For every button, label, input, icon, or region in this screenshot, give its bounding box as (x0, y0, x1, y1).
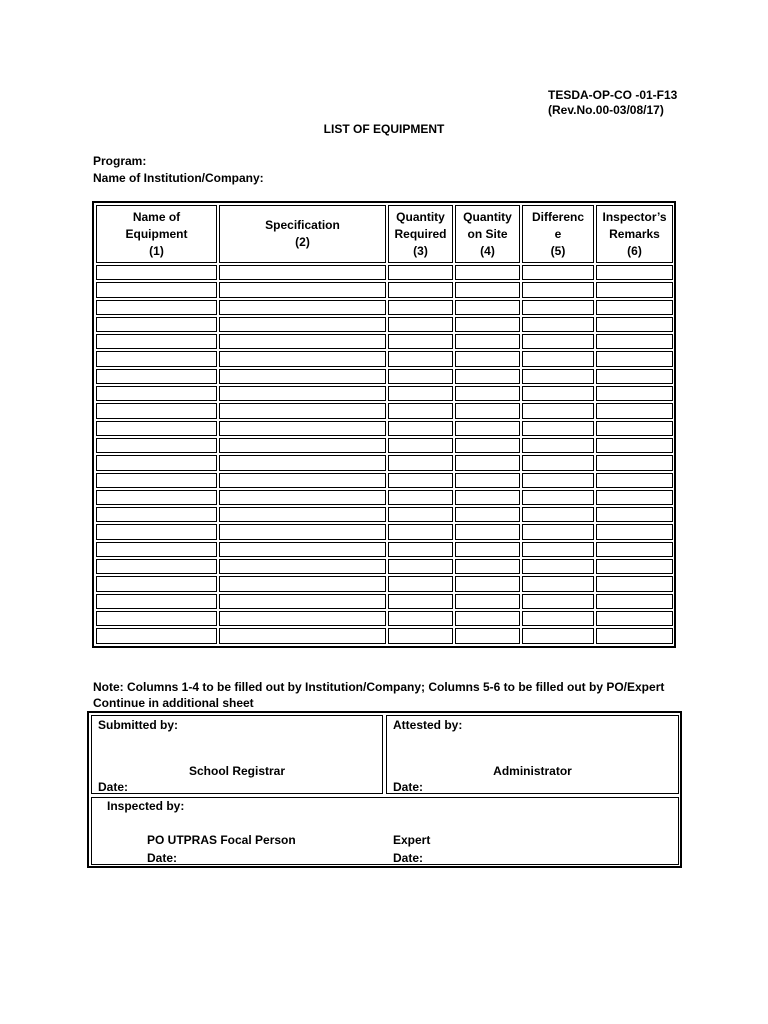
cell-name-of-equipment[interactable] (96, 576, 217, 591)
cell-inspectors-remarks[interactable] (596, 334, 673, 349)
cell-inspectors-remarks[interactable] (596, 369, 673, 384)
cell-specification[interactable] (219, 403, 386, 418)
cell-quantity-required[interactable] (388, 300, 453, 315)
cell-difference[interactable] (522, 386, 594, 401)
cell-name-of-equipment[interactable] (96, 403, 217, 418)
cell-quantity-on-site[interactable] (455, 369, 520, 384)
cell-specification[interactable] (219, 438, 386, 453)
cell-quantity-required[interactable] (388, 351, 453, 366)
cell-specification[interactable] (219, 576, 386, 591)
cell-difference[interactable] (522, 317, 594, 332)
expert-label: Expert (393, 833, 431, 847)
cell-inspectors-remarks[interactable] (596, 386, 673, 401)
table-row (96, 369, 673, 384)
cell-difference[interactable] (522, 473, 594, 488)
cell-quantity-required[interactable] (388, 542, 453, 557)
table-row (96, 351, 673, 366)
table-body (96, 265, 673, 644)
table-header-row (96, 205, 673, 263)
table-row (96, 455, 673, 470)
cell-name-of-equipment[interactable] (96, 611, 217, 626)
attested-date-label: Date: (393, 780, 424, 794)
cell-inspectors-remarks[interactable] (596, 542, 673, 557)
cell-inspectors-remarks[interactable] (596, 317, 673, 332)
cell-name-of-equipment[interactable] (96, 524, 217, 539)
cell-name-of-equipment[interactable] (96, 334, 217, 349)
cell-quantity-on-site[interactable] (455, 559, 520, 574)
cell-specification[interactable] (219, 507, 386, 522)
program-label: Program: (93, 154, 147, 168)
cell-inspectors-remarks[interactable] (596, 490, 673, 505)
cell-specification[interactable] (219, 265, 386, 280)
note-continue: Continue in additional sheet (93, 696, 254, 710)
table-row (96, 594, 673, 609)
cell-quantity-required[interactable] (388, 490, 453, 505)
cell-specification[interactable] (219, 628, 386, 643)
cell-quantity-on-site[interactable] (455, 611, 520, 626)
administrator-label: Administrator (493, 764, 572, 778)
cell-specification[interactable] (219, 490, 386, 505)
cell-specification[interactable] (219, 594, 386, 609)
cell-difference[interactable] (522, 455, 594, 470)
cell-difference[interactable] (522, 594, 594, 609)
cell-difference[interactable] (522, 438, 594, 453)
cell-quantity-on-site[interactable] (455, 317, 520, 332)
cell-name-of-equipment[interactable] (96, 542, 217, 557)
cell-name-of-equipment[interactable] (96, 594, 217, 609)
attested-by-box (386, 715, 679, 794)
table-row (96, 542, 673, 557)
inspected-by-box (91, 797, 679, 865)
cell-inspectors-remarks[interactable] (596, 455, 673, 470)
table-row (96, 473, 673, 488)
cell-quantity-on-site[interactable] (455, 524, 520, 539)
table-row (96, 403, 673, 418)
note-columns: Note: Columns 1-4 to be filled out by Institution/Company; Columns 5-6 to be filled out by PO/Expert (93, 680, 665, 694)
table-row (96, 421, 673, 436)
cell-quantity-required[interactable] (388, 403, 453, 418)
cell-quantity-on-site[interactable] (455, 594, 520, 609)
table-row (96, 524, 673, 539)
table-row (96, 265, 673, 280)
col-name-of-equipment: Name of Equipment (1) (96, 205, 217, 263)
cell-difference[interactable] (522, 334, 594, 349)
cell-difference[interactable] (522, 351, 594, 366)
cell-specification[interactable] (219, 524, 386, 539)
cell-specification[interactable] (219, 282, 386, 297)
cell-difference[interactable] (522, 507, 594, 522)
cell-inspectors-remarks[interactable] (596, 611, 673, 626)
cell-inspectors-remarks[interactable] (596, 524, 673, 539)
cell-specification[interactable] (219, 542, 386, 557)
cell-difference[interactable] (522, 576, 594, 591)
table-row (96, 300, 673, 315)
cell-quantity-required[interactable] (388, 282, 453, 297)
cell-inspectors-remarks[interactable] (596, 421, 673, 436)
cell-difference[interactable] (522, 559, 594, 574)
col-specification: Specification (2) (219, 205, 386, 263)
equipment-table (92, 201, 676, 648)
submitted-by-label: Submitted by: (98, 718, 178, 732)
cell-name-of-equipment[interactable] (96, 369, 217, 384)
cell-name-of-equipment[interactable] (96, 282, 217, 297)
cell-quantity-on-site[interactable] (455, 473, 520, 488)
cell-quantity-on-site[interactable] (455, 403, 520, 418)
cell-quantity-on-site[interactable] (455, 334, 520, 349)
cell-name-of-equipment[interactable] (96, 628, 217, 643)
cell-inspectors-remarks[interactable] (596, 403, 673, 418)
cell-quantity-required[interactable] (388, 421, 453, 436)
cell-specification[interactable] (219, 334, 386, 349)
cell-inspectors-remarks[interactable] (596, 628, 673, 643)
col-difference: Differenc e (5) (522, 205, 594, 263)
table-row (96, 507, 673, 522)
school-registrar-label: School Registrar (188, 764, 286, 778)
form-revision: (Rev.No.00-03/08/17) (548, 103, 664, 117)
cell-difference[interactable] (522, 628, 594, 643)
cell-quantity-required[interactable] (388, 576, 453, 591)
col-quantity-on-site: Quantity on Site (4) (455, 205, 520, 263)
cell-quantity-required[interactable] (388, 559, 453, 574)
table-row (96, 334, 673, 349)
cell-quantity-required[interactable] (388, 369, 453, 384)
signature-section (87, 711, 682, 868)
cell-quantity-on-site[interactable] (455, 455, 520, 470)
cell-difference[interactable] (522, 524, 594, 539)
cell-difference[interactable] (522, 300, 594, 315)
cell-quantity-on-site[interactable] (455, 282, 520, 297)
cell-quantity-on-site[interactable] (455, 576, 520, 591)
table-row (96, 611, 673, 626)
cell-quantity-required[interactable] (388, 611, 453, 626)
table-row (96, 628, 673, 643)
cell-quantity-on-site[interactable] (455, 438, 520, 453)
cell-quantity-required[interactable] (388, 507, 453, 522)
attested-by-label: Attested by: (393, 718, 463, 732)
table-row (96, 490, 673, 505)
cell-quantity-on-site[interactable] (455, 265, 520, 280)
cell-quantity-on-site[interactable] (455, 507, 520, 522)
cell-name-of-equipment[interactable] (96, 317, 217, 332)
inspected-by-label: Inspected by: (107, 799, 185, 813)
cell-difference[interactable] (522, 369, 594, 384)
cell-name-of-equipment[interactable] (96, 455, 217, 470)
col-inspectors-remarks: Inspector’s Remarks (6) (596, 205, 673, 263)
col-quantity-required: Quantity Required (3) (388, 205, 453, 263)
cell-quantity-required[interactable] (388, 386, 453, 401)
cell-quantity-on-site[interactable] (455, 300, 520, 315)
cell-inspectors-remarks[interactable] (596, 594, 673, 609)
cell-name-of-equipment[interactable] (96, 265, 217, 280)
po-date-label: Date: (147, 851, 178, 865)
table-row (96, 438, 673, 453)
cell-inspectors-remarks[interactable] (596, 300, 673, 315)
cell-inspectors-remarks[interactable] (596, 351, 673, 366)
cell-name-of-equipment[interactable] (96, 386, 217, 401)
cell-inspectors-remarks[interactable] (596, 507, 673, 522)
table-row (96, 282, 673, 297)
cell-inspectors-remarks[interactable] (596, 559, 673, 574)
cell-specification[interactable] (219, 351, 386, 366)
po-utpras-focal-person-label: PO UTPRAS Focal Person (147, 833, 296, 847)
submitted-by-box (91, 715, 383, 794)
cell-name-of-equipment[interactable] (96, 559, 217, 574)
cell-inspectors-remarks[interactable] (596, 473, 673, 488)
table-row (96, 559, 673, 574)
table-row (96, 386, 673, 401)
submitted-date-label: Date: (98, 780, 129, 794)
cell-specification[interactable] (219, 611, 386, 626)
cell-quantity-required[interactable] (388, 594, 453, 609)
cell-specification[interactable] (219, 455, 386, 470)
cell-name-of-equipment[interactable] (96, 438, 217, 453)
form-code: TESDA-OP-CO -01-F13 (548, 88, 678, 102)
cell-quantity-required[interactable] (388, 628, 453, 643)
cell-difference[interactable] (522, 490, 594, 505)
cell-inspectors-remarks[interactable] (596, 576, 673, 591)
cell-difference[interactable] (522, 542, 594, 557)
cell-specification[interactable] (219, 386, 386, 401)
cell-name-of-equipment[interactable] (96, 490, 217, 505)
institution-label: Name of Institution/Company: (93, 171, 264, 185)
cell-specification[interactable] (219, 317, 386, 332)
cell-name-of-equipment[interactable] (96, 473, 217, 488)
cell-name-of-equipment[interactable] (96, 421, 217, 436)
expert-date-label: Date: (393, 851, 424, 865)
cell-quantity-on-site[interactable] (455, 490, 520, 505)
cell-quantity-on-site[interactable] (455, 542, 520, 557)
table-row (96, 576, 673, 591)
cell-inspectors-remarks[interactable] (596, 282, 673, 297)
cell-inspectors-remarks[interactable] (596, 438, 673, 453)
cell-name-of-equipment[interactable] (96, 351, 217, 366)
cell-specification[interactable] (219, 473, 386, 488)
cell-inspectors-remarks[interactable] (596, 265, 673, 280)
cell-quantity-required[interactable] (388, 265, 453, 280)
cell-specification[interactable] (219, 300, 386, 315)
cell-specification[interactable] (219, 559, 386, 574)
cell-quantity-required[interactable] (388, 455, 453, 470)
cell-quantity-on-site[interactable] (455, 421, 520, 436)
cell-difference[interactable] (522, 282, 594, 297)
cell-quantity-on-site[interactable] (455, 351, 520, 366)
cell-difference[interactable] (522, 265, 594, 280)
cell-quantity-on-site[interactable] (455, 628, 520, 643)
cell-difference[interactable] (522, 421, 594, 436)
cell-quantity-required[interactable] (388, 334, 453, 349)
cell-difference[interactable] (522, 611, 594, 626)
table-row (96, 317, 673, 332)
cell-name-of-equipment[interactable] (96, 507, 217, 522)
cell-quantity-required[interactable] (388, 317, 453, 332)
cell-name-of-equipment[interactable] (96, 300, 217, 315)
cell-quantity-required[interactable] (388, 438, 453, 453)
cell-quantity-on-site[interactable] (455, 386, 520, 401)
cell-specification[interactable] (219, 369, 386, 384)
cell-specification[interactable] (219, 421, 386, 436)
cell-quantity-required[interactable] (388, 524, 453, 539)
page-title: LIST OF EQUIPMENT (323, 122, 445, 136)
form-code-block (548, 88, 677, 118)
cell-difference[interactable] (522, 403, 594, 418)
cell-quantity-required[interactable] (388, 473, 453, 488)
